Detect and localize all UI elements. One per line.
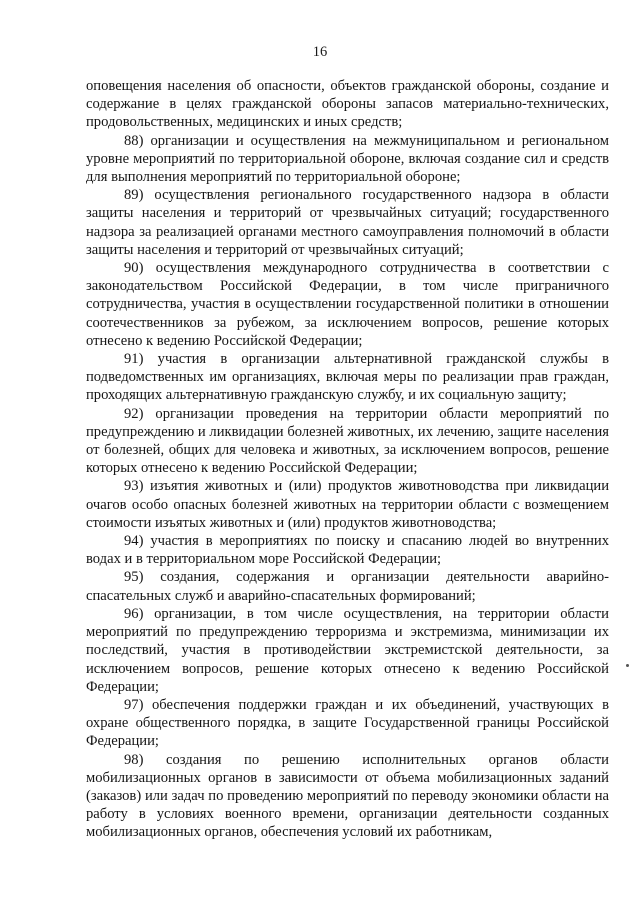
document-body <box>86 77 609 842</box>
paragraph-item-89: 89) осуществления регионального государственного надзора в области защиты населения и территорий от чрезвычайных ситуаций; государственного надзора за реализацией органами местного самоуправления полномочий в области защиты населения и территорий от чрезвычайных ситуаций; <box>86 187 609 258</box>
paragraph-item-95: 95) создания, содержания и организации деятельности аварийно-спасательных служб и аварийно-спасательных формирований; <box>86 569 609 604</box>
paragraph-item-93: 93) изъятия животных и (или) продуктов животноводства при ликвидации очагов особо опасных болезней животных на территории области с возмещением стоимости изъятых животных и (или) продуктов животноводства; <box>86 478 609 531</box>
paragraph-item-88: 88) организации и осуществления на межмуниципальном и региональном уровне мероприятий по территориальной обороне, включая создание сил и средств для выполнения мероприятий по территориальной обороне; <box>86 132 609 186</box>
paragraph-item-91: 91) участия в организации альтернативной гражданской службы в подведомственных им организациях, включая меры по реализации прав граждан, проходящих альтернативную гражданскую службу, и их социальную защиту; <box>86 351 609 404</box>
paragraph-continuation: оповещения населения об опасности, объектов гражданской обороны, создание и содержание в целях гражданской обороны запасов материально-технических, продовольственных, медицинских и иных средств; <box>86 78 609 131</box>
paragraph-item-98: 98) создания по решению исполнительных органов области мобилизационных органов в зависимости от объема мобилизационных заданий (заказов) или задач по проведению мероприятий по переводу экономики области на работу в условиях военного времени, организации деятельности созданных мобилизационных органов, обеспечения условий их работникам, <box>86 751 609 841</box>
scan-speck <box>626 664 629 667</box>
paragraph-item-92: 92) организации проведения на территории области мероприятий по предупреждению и ликвидации болезней животных, их лечению, защите населения от болезней, общих для человека и животных, за исключением вопросов, решение которых отнесено к ведению Российской Федерации; <box>86 405 609 477</box>
paragraph-item-94: 94) участия в мероприятиях по поиску и спасанию людей во внутренних водах и в территориальном море Российской Федерации; <box>86 533 609 568</box>
paragraph-item-90: 90) осуществления международного сотрудничества в соответствии с законодательством Российской Федерации, в том числе приграничного сотрудничества, участия в осуществлении государственной политики в отношении соотечественников за рубежом, за исключением вопросов, решение которых отнесено к ведению Российской Федерации; <box>86 260 609 349</box>
page-number: 16 <box>312 44 328 60</box>
paragraph-item-96: 96) организации, в том числе осуществления, на территории области мероприятий по предупреждению терроризма и экстремизма, минимизации их последствий, участия в противодействии экстремистской деятельности, за исключением вопросов, решение которых отнесено к ведению Российской Федерации; <box>86 605 609 695</box>
paragraph-item-97: 97) обеспечения поддержки граждан и их объединений, участвующих в охране общественного порядка, в защите Государственной границы Российской Федерации; <box>86 696 609 750</box>
